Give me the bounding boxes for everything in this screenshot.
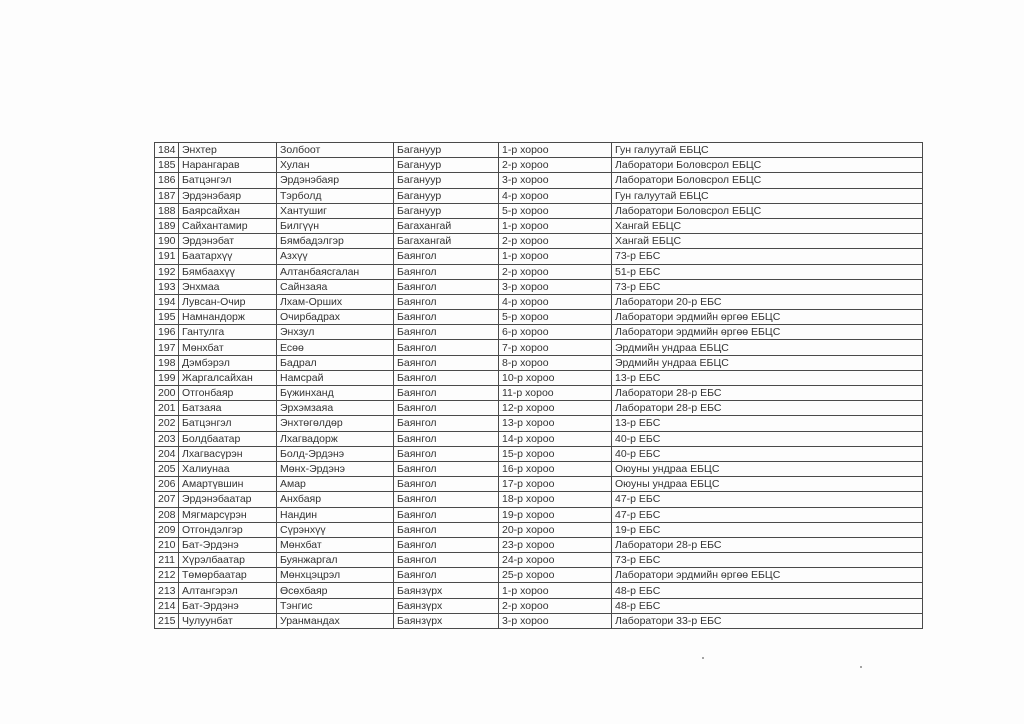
row-number: 200 [155, 386, 179, 401]
khoroo-cell: 25-р хороо [499, 568, 612, 583]
family-name-cell: Бат-Эрдэнэ [179, 598, 277, 613]
speck [702, 657, 704, 659]
district-cell: Баянгол [394, 507, 499, 522]
district-cell: Багануур [394, 173, 499, 188]
family-name-cell: Халиунаа [179, 461, 277, 476]
table-row [155, 264, 923, 279]
khoroo-cell: 13-р хороо [499, 416, 612, 431]
row-number: 202 [155, 416, 179, 431]
given-name-cell: Энхзул [277, 325, 394, 340]
khoroo-cell: 6-р хороо [499, 325, 612, 340]
school-cell: 73-р ЕБС [612, 249, 923, 264]
row-number: 192 [155, 264, 179, 279]
table-row [155, 218, 923, 233]
given-name-cell: Нандин [277, 507, 394, 522]
row-number: 199 [155, 370, 179, 385]
school-cell: 73-р ЕБС [612, 279, 923, 294]
family-name-cell: Алтангэрэл [179, 583, 277, 598]
given-name-cell: Буянжаргал [277, 553, 394, 568]
given-name-cell: Өсөхбаяр [277, 583, 394, 598]
family-name-cell: Амартүвшин [179, 477, 277, 492]
khoroo-cell: 2-р хороо [499, 264, 612, 279]
khoroo-cell: 5-р хороо [499, 310, 612, 325]
row-number: 215 [155, 613, 179, 628]
khoroo-cell: 12-р хороо [499, 401, 612, 416]
school-cell: Хангай ЕБЦС [612, 234, 923, 249]
given-name-cell: Уранмандах [277, 613, 394, 628]
given-name-cell: Лхам-Орших [277, 294, 394, 309]
given-name-cell: Азхүү [277, 249, 394, 264]
school-cell: 47-р ЕБС [612, 492, 923, 507]
table-row [155, 416, 923, 431]
family-name-cell: Баатархүү [179, 249, 277, 264]
table-row [155, 613, 923, 628]
khoroo-cell: 8-р хороо [499, 355, 612, 370]
family-name-cell: Нарангарав [179, 158, 277, 173]
row-number: 207 [155, 492, 179, 507]
given-name-cell: Билгүүн [277, 218, 394, 233]
row-number: 186 [155, 173, 179, 188]
family-name-cell: Энхмаа [179, 279, 277, 294]
given-name-cell: Намсрай [277, 370, 394, 385]
table-row [155, 279, 923, 294]
district-cell: Баянгол [394, 431, 499, 446]
table-row [155, 355, 923, 370]
roster-body [155, 143, 923, 629]
family-name-cell: Хүрэлбаатар [179, 553, 277, 568]
khoroo-cell: 4-р хороо [499, 188, 612, 203]
khoroo-cell: 15-р хороо [499, 446, 612, 461]
district-cell: Баянгол [394, 401, 499, 416]
school-cell: Лаборатори эрдмийн өргөө ЕБЦС [612, 568, 923, 583]
district-cell: Багануур [394, 143, 499, 158]
given-name-cell: Золбоот [277, 143, 394, 158]
given-name-cell: Бүжинханд [277, 386, 394, 401]
school-cell: 48-р ЕБС [612, 598, 923, 613]
khoroo-cell: 5-р хороо [499, 203, 612, 218]
family-name-cell: Бямбаахүү [179, 264, 277, 279]
district-cell: Багахангай [394, 218, 499, 233]
table-row [155, 143, 923, 158]
table-row [155, 431, 923, 446]
district-cell: Баянгол [394, 522, 499, 537]
school-cell: 13-р ЕБС [612, 370, 923, 385]
school-cell: Лаборатори Боловсрол ЕБЦС [612, 203, 923, 218]
family-name-cell: Мөнхбат [179, 340, 277, 355]
table-row [155, 325, 923, 340]
given-name-cell: Лхагвадорж [277, 431, 394, 446]
school-cell: Лаборатори 20-р ЕБС [612, 294, 923, 309]
row-number: 201 [155, 401, 179, 416]
row-number: 205 [155, 461, 179, 476]
given-name-cell: Тэрболд [277, 188, 394, 203]
table-row [155, 537, 923, 552]
khoroo-cell: 20-р хороо [499, 522, 612, 537]
row-number: 185 [155, 158, 179, 173]
row-number: 193 [155, 279, 179, 294]
table-row [155, 234, 923, 249]
given-name-cell: Эрдэнэбаяр [277, 173, 394, 188]
table-row [155, 507, 923, 522]
family-name-cell: Чулуунбат [179, 613, 277, 628]
khoroo-cell: 18-р хороо [499, 492, 612, 507]
school-cell: Лаборатори Боловсрол ЕБЦС [612, 173, 923, 188]
family-name-cell: Эрдэнэбаяр [179, 188, 277, 203]
school-cell: Гун галуутай ЕБЦС [612, 188, 923, 203]
table-row [155, 446, 923, 461]
khoroo-cell: 17-р хороо [499, 477, 612, 492]
row-number: 194 [155, 294, 179, 309]
school-cell: Лаборатори Боловсрол ЕБЦС [612, 158, 923, 173]
family-name-cell: Энхтер [179, 143, 277, 158]
khoroo-cell: 2-р хороо [499, 598, 612, 613]
district-cell: Багануур [394, 203, 499, 218]
district-cell: Баянгол [394, 370, 499, 385]
khoroo-cell: 3-р хороо [499, 279, 612, 294]
row-number: 213 [155, 583, 179, 598]
family-name-cell: Батцэнгэл [179, 416, 277, 431]
khoroo-cell: 1-р хороо [499, 143, 612, 158]
row-number: 190 [155, 234, 179, 249]
khoroo-cell: 19-р хороо [499, 507, 612, 522]
school-cell: Хангай ЕБЦС [612, 218, 923, 233]
district-cell: Баянгол [394, 492, 499, 507]
row-number: 209 [155, 522, 179, 537]
table-row [155, 386, 923, 401]
row-number: 203 [155, 431, 179, 446]
khoroo-cell: 4-р хороо [499, 294, 612, 309]
row-number: 206 [155, 477, 179, 492]
given-name-cell: Анхбаяр [277, 492, 394, 507]
family-name-cell: Мягмарсүрэн [179, 507, 277, 522]
khoroo-cell: 1-р хороо [499, 249, 612, 264]
given-name-cell: Бямбадэлгэр [277, 234, 394, 249]
given-name-cell: Алтанбаясгалан [277, 264, 394, 279]
row-number: 191 [155, 249, 179, 264]
district-cell: Баянгол [394, 416, 499, 431]
khoroo-cell: 7-р хороо [499, 340, 612, 355]
family-name-cell: Төмөрбаатар [179, 568, 277, 583]
khoroo-cell: 11-р хороо [499, 386, 612, 401]
table-row [155, 370, 923, 385]
district-cell: Багахангай [394, 234, 499, 249]
khoroo-cell: 24-р хороо [499, 553, 612, 568]
school-cell: 19-р ЕБС [612, 522, 923, 537]
row-number: 198 [155, 355, 179, 370]
row-number: 204 [155, 446, 179, 461]
khoroo-cell: 2-р хороо [499, 158, 612, 173]
family-name-cell: Эрдэнэбаатар [179, 492, 277, 507]
row-number: 195 [155, 310, 179, 325]
school-cell: Лаборатори 28-р ЕБС [612, 401, 923, 416]
table-row [155, 492, 923, 507]
khoroo-cell: 16-р хороо [499, 461, 612, 476]
school-cell: Гун галуутай ЕБЦС [612, 143, 923, 158]
given-name-cell: Сүрэнхүү [277, 522, 394, 537]
family-name-cell: Гантулга [179, 325, 277, 340]
district-cell: Баянгол [394, 568, 499, 583]
given-name-cell: Мөнхбат [277, 537, 394, 552]
family-name-cell: Отгондэлгэр [179, 522, 277, 537]
school-cell: Оюуны ундраа ЕБЦС [612, 477, 923, 492]
table-row [155, 598, 923, 613]
school-cell: 13-р ЕБС [612, 416, 923, 431]
family-name-cell: Батзаяа [179, 401, 277, 416]
table-row [155, 340, 923, 355]
family-name-cell: Дэмбэрэл [179, 355, 277, 370]
family-name-cell: Батцэнгэл [179, 173, 277, 188]
district-cell: Багануур [394, 188, 499, 203]
table-row [155, 568, 923, 583]
family-name-cell: Бат-Эрдэнэ [179, 537, 277, 552]
school-cell: Лаборатори 28-р ЕБС [612, 537, 923, 552]
district-cell: Баянгол [394, 325, 499, 340]
khoroo-cell: 14-р хороо [499, 431, 612, 446]
school-cell: 51-р ЕБС [612, 264, 923, 279]
table-row [155, 553, 923, 568]
school-cell: Лаборатори 28-р ЕБС [612, 386, 923, 401]
district-cell: Баянгол [394, 249, 499, 264]
given-name-cell: Амар [277, 477, 394, 492]
given-name-cell: Энхтөгөлдөр [277, 416, 394, 431]
family-name-cell: Лхагвасүрэн [179, 446, 277, 461]
family-name-cell: Баярсайхан [179, 203, 277, 218]
family-name-cell: Намнандорж [179, 310, 277, 325]
district-cell: Баянгол [394, 446, 499, 461]
given-name-cell: Хулан [277, 158, 394, 173]
row-number: 210 [155, 537, 179, 552]
school-cell: Лаборатори эрдмийн өргөө ЕБЦС [612, 310, 923, 325]
school-cell: Эрдмийн ундраа ЕБЦС [612, 340, 923, 355]
family-name-cell: Эрдэнэбат [179, 234, 277, 249]
table-row [155, 158, 923, 173]
table-row [155, 294, 923, 309]
district-cell: Баянгол [394, 355, 499, 370]
school-cell: Оюуны ундраа ЕБЦС [612, 461, 923, 476]
khoroo-cell: 10-р хороо [499, 370, 612, 385]
district-cell: Баянгол [394, 461, 499, 476]
row-number: 189 [155, 218, 179, 233]
given-name-cell: Эрхэмзаяа [277, 401, 394, 416]
table-row [155, 203, 923, 218]
district-cell: Багануур [394, 158, 499, 173]
district-cell: Баянгол [394, 279, 499, 294]
family-name-cell: Болдбаатар [179, 431, 277, 446]
district-cell: Баянгол [394, 310, 499, 325]
family-name-cell: Отгонбаяр [179, 386, 277, 401]
given-name-cell: Есөө [277, 340, 394, 355]
table-row [155, 188, 923, 203]
row-number: 188 [155, 203, 179, 218]
family-name-cell: Жаргалсайхан [179, 370, 277, 385]
family-name-cell: Лувсан-Очир [179, 294, 277, 309]
table-row [155, 583, 923, 598]
given-name-cell: Мөнхцэцрэл [277, 568, 394, 583]
district-cell: Баянгол [394, 537, 499, 552]
school-cell: 40-р ЕБС [612, 431, 923, 446]
row-number: 211 [155, 553, 179, 568]
table-row [155, 249, 923, 264]
district-cell: Баянгол [394, 386, 499, 401]
khoroo-cell: 1-р хороо [499, 218, 612, 233]
khoroo-cell: 3-р хороо [499, 173, 612, 188]
table-row [155, 477, 923, 492]
table-row [155, 522, 923, 537]
table-row [155, 310, 923, 325]
district-cell: Баянзүрх [394, 583, 499, 598]
speck [860, 666, 862, 668]
row-number: 187 [155, 188, 179, 203]
given-name-cell: Очирбадрах [277, 310, 394, 325]
khoroo-cell: 1-р хороо [499, 583, 612, 598]
school-cell: 48-р ЕБС [612, 583, 923, 598]
district-cell: Баянгол [394, 294, 499, 309]
row-number: 208 [155, 507, 179, 522]
school-cell: 47-р ЕБС [612, 507, 923, 522]
row-number: 184 [155, 143, 179, 158]
given-name-cell: Хантушиг [277, 203, 394, 218]
district-cell: Баянгол [394, 264, 499, 279]
row-number: 214 [155, 598, 179, 613]
district-cell: Баянгол [394, 477, 499, 492]
family-name-cell: Сайхантамир [179, 218, 277, 233]
table-row [155, 401, 923, 416]
khoroo-cell: 3-р хороо [499, 613, 612, 628]
given-name-cell: Тэнгис [277, 598, 394, 613]
given-name-cell: Болд-Эрдэнэ [277, 446, 394, 461]
district-cell: Баянзүрх [394, 598, 499, 613]
table-row [155, 461, 923, 476]
given-name-cell: Сайнзаяа [277, 279, 394, 294]
school-cell: Эрдмийн ундраа ЕБЦС [612, 355, 923, 370]
table-row [155, 173, 923, 188]
school-cell: Лаборатори 33-р ЕБС [612, 613, 923, 628]
row-number: 197 [155, 340, 179, 355]
school-cell: 73-р ЕБС [612, 553, 923, 568]
district-cell: Баянгол [394, 340, 499, 355]
district-cell: Баянзүрх [394, 613, 499, 628]
khoroo-cell: 23-р хороо [499, 537, 612, 552]
given-name-cell: Мөнх-Эрдэнэ [277, 461, 394, 476]
row-number: 212 [155, 568, 179, 583]
khoroo-cell: 2-р хороо [499, 234, 612, 249]
roster-table [154, 142, 923, 629]
school-cell: 40-р ЕБС [612, 446, 923, 461]
district-cell: Баянгол [394, 553, 499, 568]
school-cell: Лаборатори эрдмийн өргөө ЕБЦС [612, 325, 923, 340]
row-number: 196 [155, 325, 179, 340]
given-name-cell: Бадрал [277, 355, 394, 370]
